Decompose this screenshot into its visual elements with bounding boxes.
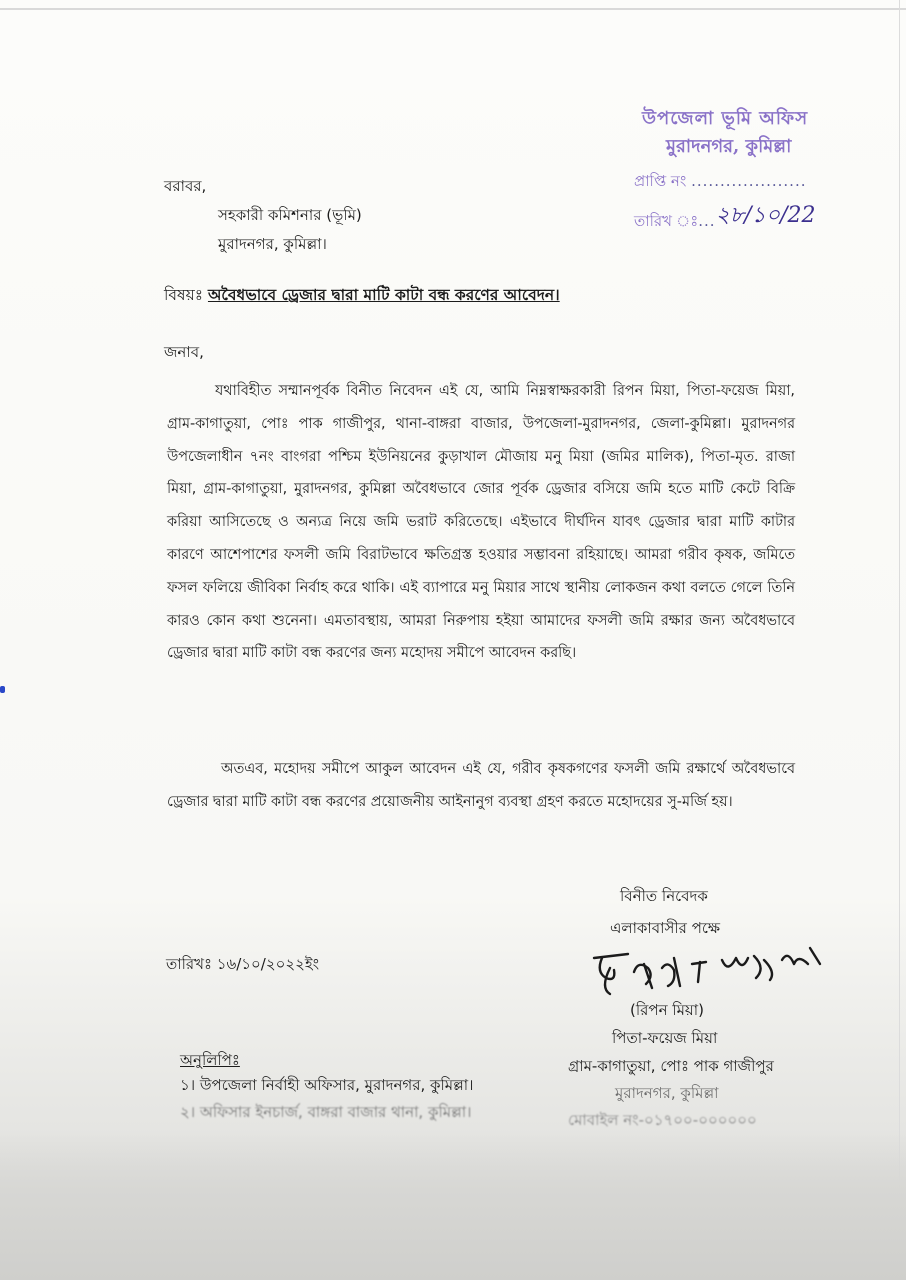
signer-upazila: মুরাদনগর, কুমিল্লা xyxy=(615,1084,719,1102)
addressee-designation: সহকারী কমিশনার (ভূমি) xyxy=(218,206,362,224)
signer-father: পিতা-ফয়েজ মিয়া xyxy=(612,1029,718,1047)
addressee-salutation: বরাবর, xyxy=(164,177,207,195)
copy-item-2: ২। অফিসার ইনচার্জ, বাঙ্গরা বাজার থানা, কুমিল্লা। xyxy=(180,1103,472,1121)
stamp-receipt-label: প্রাপ্তি নং xyxy=(634,172,687,190)
stamp-receipt-number xyxy=(634,170,807,195)
stamp-date-dots: ... xyxy=(698,212,716,230)
body-paragraph-1: যথাবিহীত সম্মানপূর্বক বিনীত নিবেদন এই যে, আমি নিম্নস্বাক্ষরকারী রিপন মিয়া, পিতা-ফয়েজ মিয়া, গ্রাম-কাগাতুয়া, পোঃ পাক গাজীপুর, থানা-বাঙ্গরা বাজার, উপজেলা-মুরাদনগর, জেলা-কুমিল্লা। মুরাদনগর উপজেলাধীন ৭নং বাংগরা পশ্চিম ইউনিয়নের কুড়াখাল মৌজায় মনু মিয়া (জমির মালিক), পিতা-মৃত. রাজা মিয়া, গ্রাম-কাগাতুয়া, মুরাদনগর, কুমিল্লা অবৈধভাবে জোর পূর্বক ড্রেজার বসিয়ে জমি হতে মাটি কেটে বিক্রি করিয়া আসিতেছে ও অন্যত্র নিয়ে জমি ভরাট করিতেছে। এইভাবে দীর্ঘদিন যাবৎ ড্রেজার দ্বারা মাটি কাটার কারণে আশেপাশের ফসলী জমি বিরাটভাবে ক্ষতিগ্রস্ত হওয়ার সম্ভাবনা রহিয়াছে। আমরা গরীব কৃষক, জমিতে ফসল ফলিয়ে জীবিকা নির্বাহ করে থাকি। এই ব্যাপারে মনু মিয়ার সাথে স্থানীয় লোকজন কথা বলতে গেলে তিনি কারও কোন কথা শুনেনা। এমতাবস্থায়, আমরা নিরুপায় হইয়া আমাদের ফসলী জমি রক্ষার জন্য অবৈধভাবে ড্রেজার দ্বারা মাটি কাটা বন্ধ করণের জন্য মহোদয় সমীপে আবেদন করছি। xyxy=(167,383,795,662)
signoff-line-1: বিনীত নিবেদক xyxy=(620,887,708,905)
subject-line xyxy=(164,285,560,305)
scan-shadow xyxy=(0,1130,906,1280)
body-paragraph-2: অতএব, মহোদয় সমীপে আকুল আবেদন এই যে, গরীব কৃষকগণের ফসলী জমি রক্ষার্থে অবৈধভাবে ড্রেজার দ্বারা মাটি কাটা বন্ধ করণের প্রয়োজনীয় আইনানুগ ব্যবস্থা গ্রহণ করতে মহোদয়ের সু-মর্জি হয়। xyxy=(167,761,795,810)
stamp-office-location: মুরাদনগর, কুমিল্লা xyxy=(666,136,792,157)
signoff-line-2: এলাকাবাসীর পক্ষে xyxy=(610,919,721,937)
letter-date: তারিখঃ ১৬/১০/২০২২ইং xyxy=(166,955,320,973)
salutation: জনাব, xyxy=(164,343,204,361)
subject-text: অবৈধভাবে ড্রেজার দ্বারা মাটি কাটা বন্ধ করণের আবেদন। xyxy=(207,286,560,304)
copy-item-1: ১। উপজেলা নির্বাহী অফিসার, মুরাদনগর, কুমিল্লা। xyxy=(180,1076,474,1094)
stamp-office-name: উপজেলা ভূমি অফিস xyxy=(642,108,809,129)
signer-mobile: মোবাইল নং-০১৭০০-০০০০০০ xyxy=(568,1111,757,1129)
stamp-date-handwritten: ২৮/১০/22 xyxy=(715,203,816,228)
signer-name: (রিপন মিয়া) xyxy=(630,1001,704,1019)
scan-edge-top xyxy=(0,8,906,10)
stamp-date-label: তারিখ ঃ xyxy=(634,212,699,230)
copies-title: অনুলিপিঃ xyxy=(180,1051,240,1069)
addressee-location: মুরাদনগর, কুমিল্লা। xyxy=(218,235,327,253)
stamp-date xyxy=(634,202,816,239)
signer-village: গ্রাম-কাগাতুয়া, পোঃ পাক গাজীপুর xyxy=(568,1057,774,1075)
ink-mark xyxy=(0,686,5,693)
scan-edge-right xyxy=(899,0,900,1280)
handwritten-signature xyxy=(588,938,828,1000)
subject-label: বিষয়ঃ xyxy=(164,286,204,304)
stamp-receipt-dots: .................... xyxy=(691,172,807,190)
